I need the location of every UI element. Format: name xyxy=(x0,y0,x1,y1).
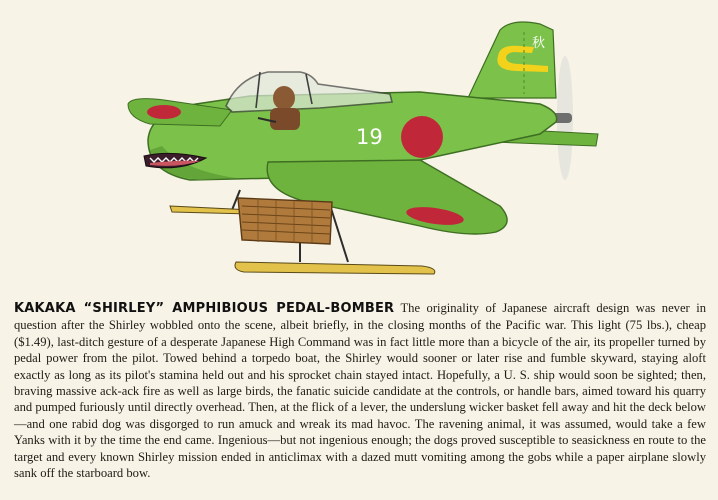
float-skid-lower xyxy=(235,262,435,274)
fuselage-number: 19 xyxy=(356,125,383,149)
pilot-head xyxy=(273,86,295,110)
wicker-basket xyxy=(238,198,332,244)
fuselage-roundel xyxy=(401,116,443,158)
caption-paragraph xyxy=(14,300,706,481)
tail-character: 秋 xyxy=(532,36,546,51)
strut-front xyxy=(330,205,348,262)
left-wing-roundel xyxy=(147,105,181,119)
tail-fin xyxy=(468,22,556,98)
caption-body: The originality of Japanese aircraft design was never in question after the Shirley wobbled onto the scene, albeit briefly, in the closing months of the Pacific war. This light (75 lbs.), cheap ($1.49), last-ditch gesture of a desperate Japanese High Command was in fact little more than a bicycle of the air, its propeller turned by pedal power from the pilot. Towed behind a torpedo boat, the Shirley would sooner or later rise and fumble skyward, staying aloft exactly as long as its pilot's stamina held out and his sprocket chain stayed intact. Hopefully, a U. S. ship would soon be sighted; then, braving massive ack-ack fire as well as large birds, the fanatic suicide candidate at the controls, or handle bars, aimed toward his quarry and pumped furiously until directly overhead. Then, at the flick of a lever, the underslung wicker basket fell away and hit the deck below—and one rabid dog was disgorged to run amuck and wreak its mad havoc. The ravening animal, it was assumed, would take a few Yanks with it by the time the end came. Ingenious—but not ingenious enough; the dogs proved susceptible to seasickness en route to the target and every known Shirley mission ended in anticlimax with a dazed mutt vomiting among the gobs while a paper airplane slowly sank off the starboard bow. xyxy=(14,301,706,481)
caption-headline: KAKAKA “SHIRLEY” AMPHIBIOUS PEDAL-BOMBER xyxy=(14,301,395,316)
pilot-body xyxy=(270,108,300,130)
